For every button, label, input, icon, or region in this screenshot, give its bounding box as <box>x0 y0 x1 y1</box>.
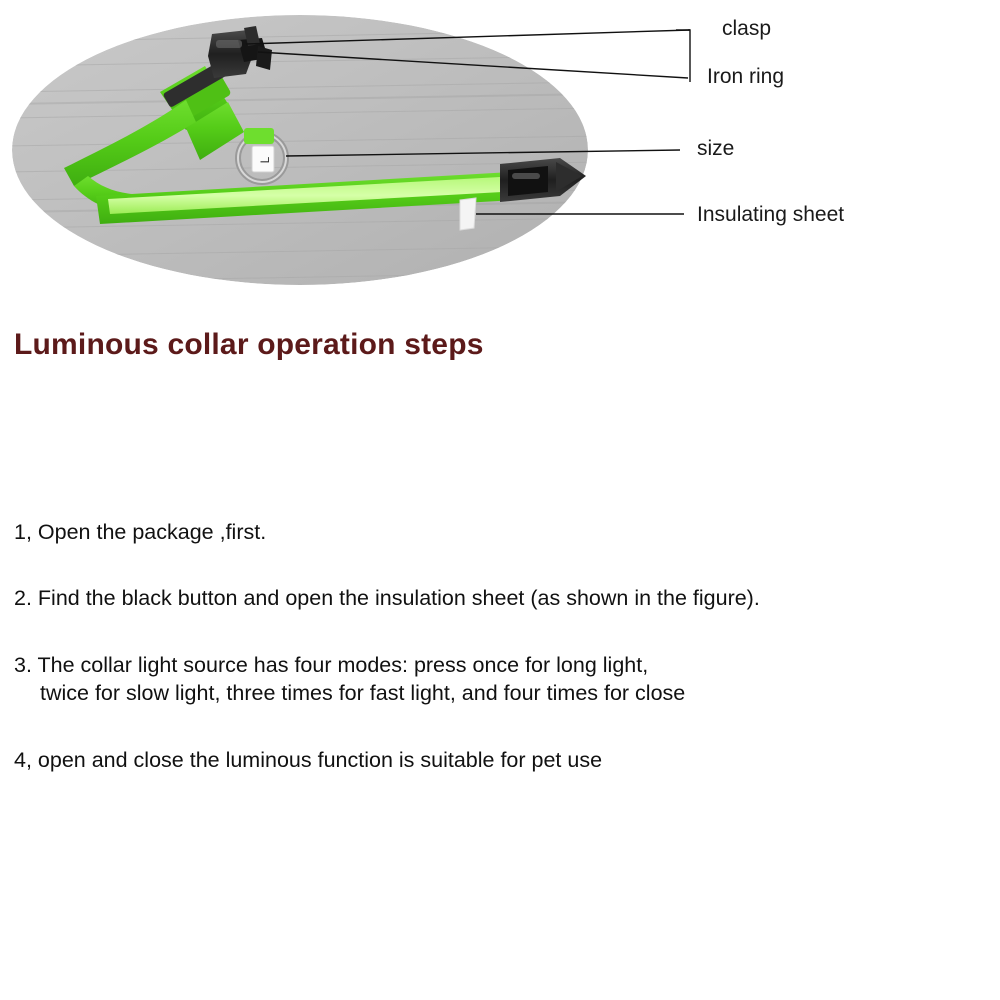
insulating-sheet <box>460 198 476 230</box>
led-dog-collar-photo <box>0 0 1000 310</box>
svg-text:L: L <box>258 156 272 164</box>
step-3-line-2: twice for slow light, three times for fast light, and four times for close <box>40 681 686 706</box>
size-tag <box>252 146 274 172</box>
callout-label-size: size <box>697 137 735 160</box>
step-2-line-1: 2. Find the black button and open the insulation sheet (as shown in the figure). <box>14 586 760 611</box>
callout-label-clasp: clasp <box>722 17 772 40</box>
product-photo-area <box>0 0 1000 310</box>
step-1-line-1: 1, Open the package ,first. <box>14 520 267 544</box>
step-3-line-1: 3. The collar light source has four modes: press once for long light, <box>14 652 649 677</box>
step-item-1 <box>14 518 984 546</box>
step-item-3 <box>14 651 984 708</box>
step-item-2 <box>14 584 984 612</box>
operation-steps-list <box>14 518 984 812</box>
callout-label-iron-ring: Iron ring <box>707 65 785 88</box>
step-4-line-1: 4, open and close the luminous function is suitable for pet use <box>14 747 603 772</box>
page-title: Luminous collar operation steps <box>14 328 484 361</box>
step-item-4 <box>14 746 984 774</box>
callout-label-insulating-sheet: Insulating sheet <box>697 203 845 226</box>
